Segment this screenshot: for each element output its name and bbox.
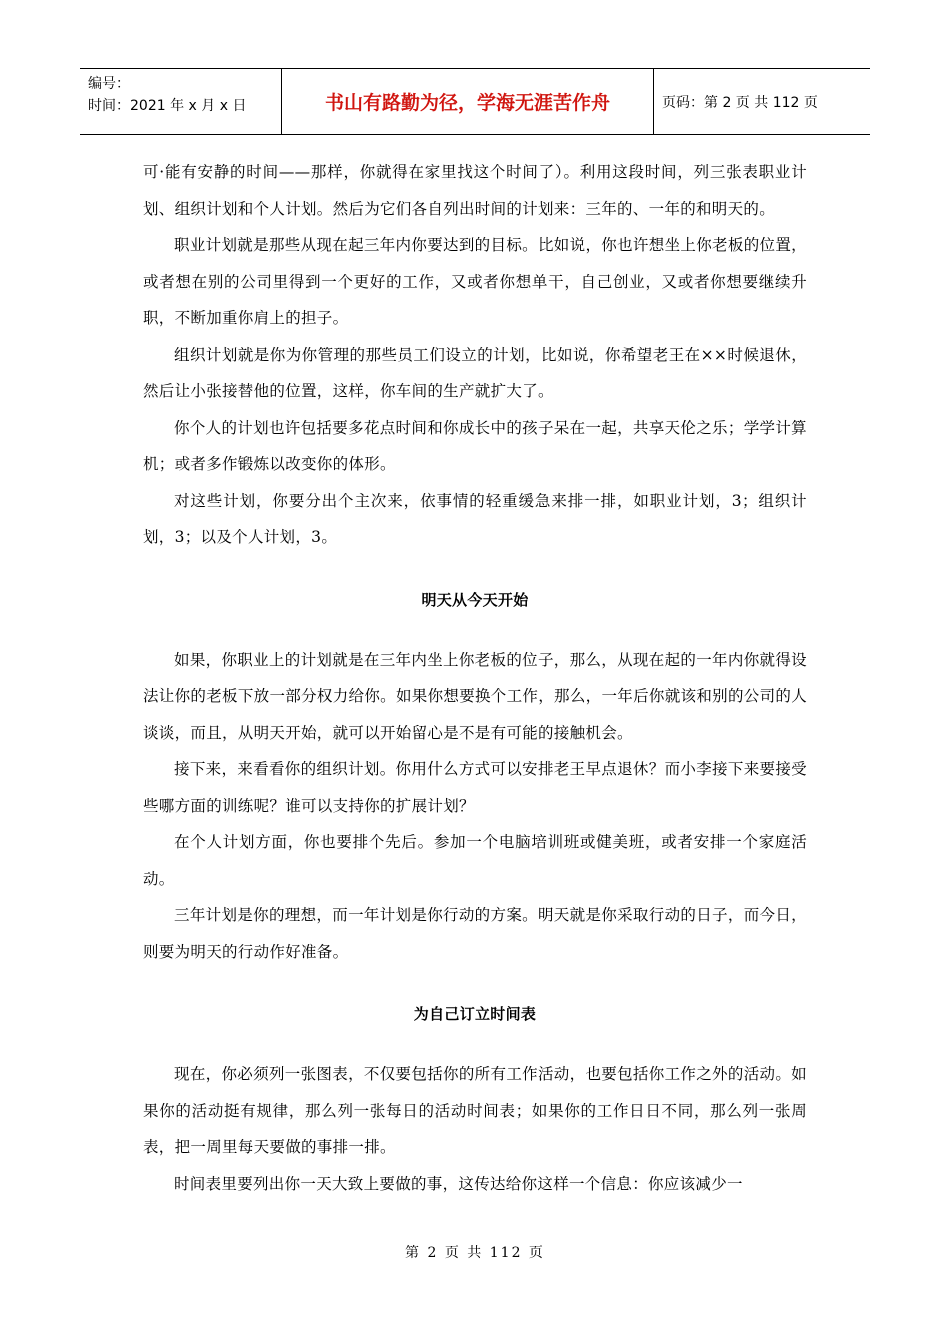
time-label: 时间：2021 年 x 月 x 日 bbox=[88, 98, 247, 114]
document-header bbox=[80, 68, 870, 135]
paragraph-8: 在个人计划方面，你也要排个先后。参加一个电脑培训班或健美班，或者安排一个家庭活动。 bbox=[143, 833, 807, 888]
paragraph-7: 接下来，来看看你的组织计划。你用什么方式可以安排老王早点退休？而小李接下来要接受些哪方面的训练呢？谁可以支持你的扩展计划？ bbox=[143, 760, 807, 815]
header-page-info: 页码：第 2 页 共 112 页 bbox=[662, 94, 818, 111]
paragraph-1: 可·能有安静的时间——那样，你就得在家里找这个时间了）。利用这段时间，列三张表职业计划、组织计划和个人计划。然后为它们各自列出时间的计划来：三年的、一年的和明天的。 bbox=[143, 163, 807, 218]
paragraph-6: 如果，你职业上的计划就是在三年内坐上你老板的位子，那么，从现在起的一年内你就得设法让你的老板下放一部分权力给你。如果你想要换个工作，那么，一年后你就该和别的公司的人谈谈，而且，从明天开始，就可以开始留心是不是有可能的接触机会。 bbox=[143, 650, 807, 742]
header-meta bbox=[80, 69, 282, 134]
header-motto: 书山有路勤为径，学海无涯苦作舟 bbox=[282, 69, 654, 134]
section-heading-2: 为自己订立时间表 bbox=[413, 1005, 537, 1023]
paragraph-3: 组织计划就是你为你管理的那些员工们设立的计划，比如说，你希望老王在××时候退休，然后让小张接替他的位置，这样，你车间的生产就扩大了。 bbox=[143, 345, 807, 400]
paragraph-2: 职业计划就是那些从现在起三年内你要达到的目标。比如说，你也许想坐上你老板的位置，或者想在别的公司里得到一个更好的工作，又或者你想单干，自己创业，又或者你想要继续升职，不断加重你肩上的担子。 bbox=[143, 236, 807, 327]
number-label: 编号： bbox=[88, 76, 130, 92]
paragraph-11: 时间表里要列出你一天大致上要做的事，这传达给你这样一个信息：你应该减少一 bbox=[174, 1174, 743, 1193]
paragraph-10: 现在，你必须列一张图表，不仅要包括你的所有工作活动，也要包括你工作之外的活动。如果你的活动挺有规律，那么列一张每日的活动时间表；如果你的工作日日不同，那么列一张周表，把一周里每天要做的事排一排。 bbox=[143, 1065, 807, 1156]
paragraph-4: 你个人的计划也许包括要多花点时间和你成长中的孩子呆在一起，共享天伦之乐；学学计算机；或者多作锻炼以改变你的体形。 bbox=[143, 418, 807, 473]
document-body bbox=[143, 154, 807, 1202]
page-footer: 第 2 页 共 112 页 bbox=[405, 1245, 545, 1261]
paragraph-9: 三年计划是你的理想，而一年计划是你行动的方案。明天就是你采取行动的日子，而今日，则要为明天的行动作好准备。 bbox=[143, 906, 807, 961]
section-heading-1: 明天从今天开始 bbox=[421, 590, 529, 609]
paragraph-5: 对这些计划，你要分出个主次来，依事情的轻重缓急来排一排，如职业计划，3；组织计划，3；以及个人计划，3。 bbox=[143, 491, 807, 546]
